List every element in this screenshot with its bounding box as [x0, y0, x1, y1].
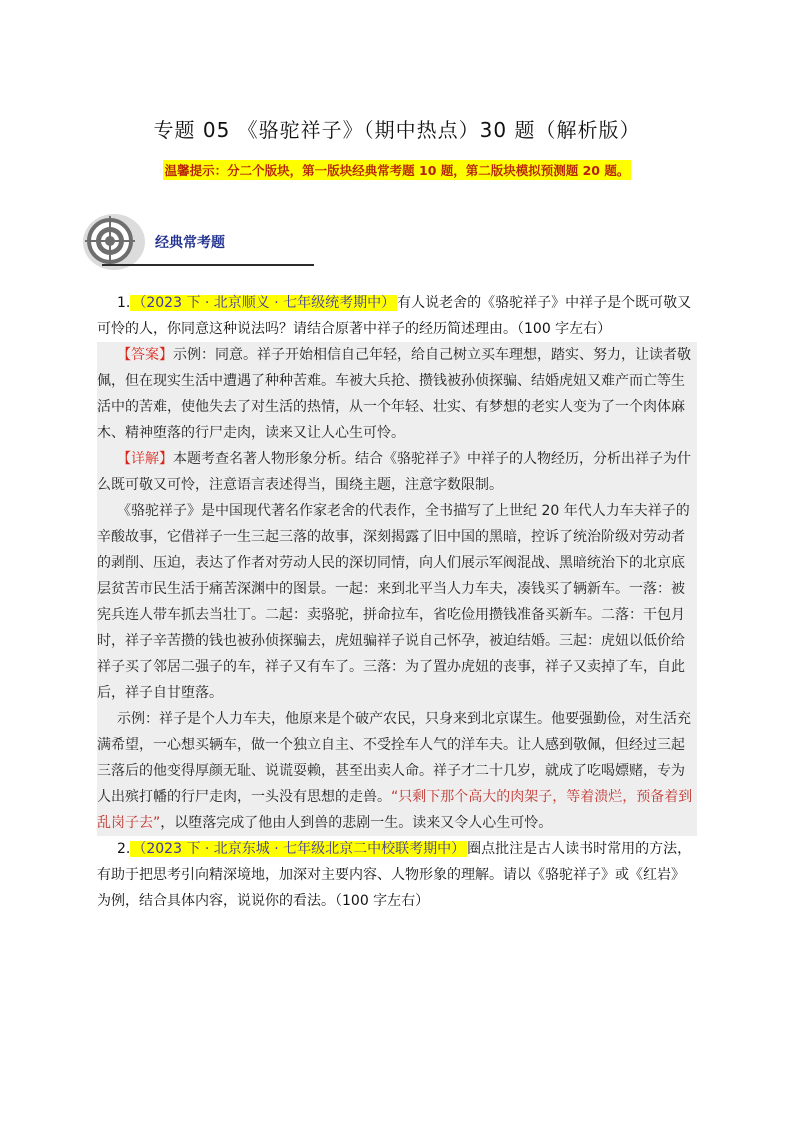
detail-paragraph	[97, 446, 697, 498]
question-list	[97, 290, 697, 914]
section-underline	[102, 264, 314, 266]
tip-text: 温馨提示：分二个版块，第一版块经典常考题 10 题，第二版块模拟预测题 20 题。	[163, 160, 632, 180]
question-2	[97, 836, 697, 914]
detail-quote: “只剩下那个高大的肉架子，等着溃烂，预备着到乱岗子去”	[97, 789, 693, 831]
section-title: 经典常考题	[155, 235, 225, 251]
tip-banner	[0, 160, 794, 180]
question-source-tag: （2023 下 · 北京顺义 · 七年级统考期中）	[132, 295, 396, 311]
detail-paragraph-3	[97, 706, 697, 836]
question-source-tag: （2023 下 · 北京东城 · 七年级北京二中校联考期中）	[132, 841, 466, 857]
detail-text: 本题考查名著人物形象分析。结合《骆驼祥子》中祥子的人物经历，分析出祥子为什么既可敬又可怜，注意语言表述得当，围绕主题，注意字数限制。	[97, 451, 691, 493]
detail-label: 【详解】	[117, 451, 173, 467]
question-text: 圈点批注是古人读书时常用的方法，有助于把思考引向精深境地，加深对主要内容、人物形象的理解。请以《骆驼祥子》或《红岩》为例，结合具体内容，说说你的看法。（100 字左右）	[97, 841, 692, 909]
answer-label: 【答案】	[117, 347, 173, 363]
answer-block	[97, 342, 697, 836]
question-text: 有人说老舍的《骆驼祥子》中祥子是个既可敬又可怜的人，你同意这种说法吗？请结合原著中祥子的经历简述理由。（100 字左右）	[97, 295, 692, 337]
answer-paragraph	[97, 342, 697, 446]
detail-text-3a: 示例：祥子是个人力车夫，他原来是个破产农民，只身来到北京谋生。他要强勤俭，对生活充满希望，一心想买辆车，做一个独立自主、不受拴车人气的洋车夫。让人感到敬佩，但经过三起三落后的他变得厚颜无耻、说谎耍赖，甚至出卖人命。祥子才二十几岁，就成了吃喝嫖赌，专为人出殡打幡的行尸走肉，一头没有思想的走兽。	[97, 711, 691, 805]
detail-paragraph-2: 《骆驼祥子》是中国现代著名作家老舍的代表作，全书描写了上世纪 20 年代人力车夫祥子的辛酸故事，它借祥子一生三起三落的故事，深刻揭露了旧中国的黑暗，控诉了统治阶级对劳动者的剥削、压迫，表达了作者对劳动人民的深切同情，向人们展示军阀混战、黑暗统治下的北京底层贫苦市民生活于痛苦深渊中的图景。一起：来到北平当人力车夫，凑钱买了辆新车。一落：被宪兵连人带车抓去当壮丁。二起：卖骆驼，拼命拉车，省吃俭用攒钱准备买新车。二落：干包月时，祥子辛苦攒的钱也被孙侦探骗去，虎妞骗祥子说自己怀孕，被迫结婚。三起：虎妞以低价给祥子买了邻居二强子的车，祥子又有车了。三落：为了置办虎妞的丧事，祥子又卖掉了车，自此后，祥子自甘堕落。	[97, 503, 690, 701]
answer-text: 示例：同意。祥子开始相信自己年轻，给自己树立买车理想，踏实、努力，让读者敬佩，但在现实生活中遭遇了种种苦难。车被大兵抢、攒钱被孙侦探骗、结婚虎妞又难产而亡等生活中的苦难，使他失去了对生活的热情，从一个年轻、壮实、有梦想的老实人变为了一个肉体麻木、精神堕落的行尸走肉，读来又让人心生可怜。	[97, 347, 691, 441]
detail-text-3b: ，以堕落完成了他由人到兽的悲剧一生。读来又令人心生可怜。	[160, 815, 553, 831]
question-number: 1.	[117, 295, 131, 311]
question-number: 2.	[117, 841, 131, 857]
section-header	[80, 212, 720, 272]
target-icon	[80, 212, 152, 272]
question-1	[97, 290, 697, 342]
page-title: 专题 05 《骆驼祥子》（期中热点）30 题（解析版）	[153, 118, 641, 142]
